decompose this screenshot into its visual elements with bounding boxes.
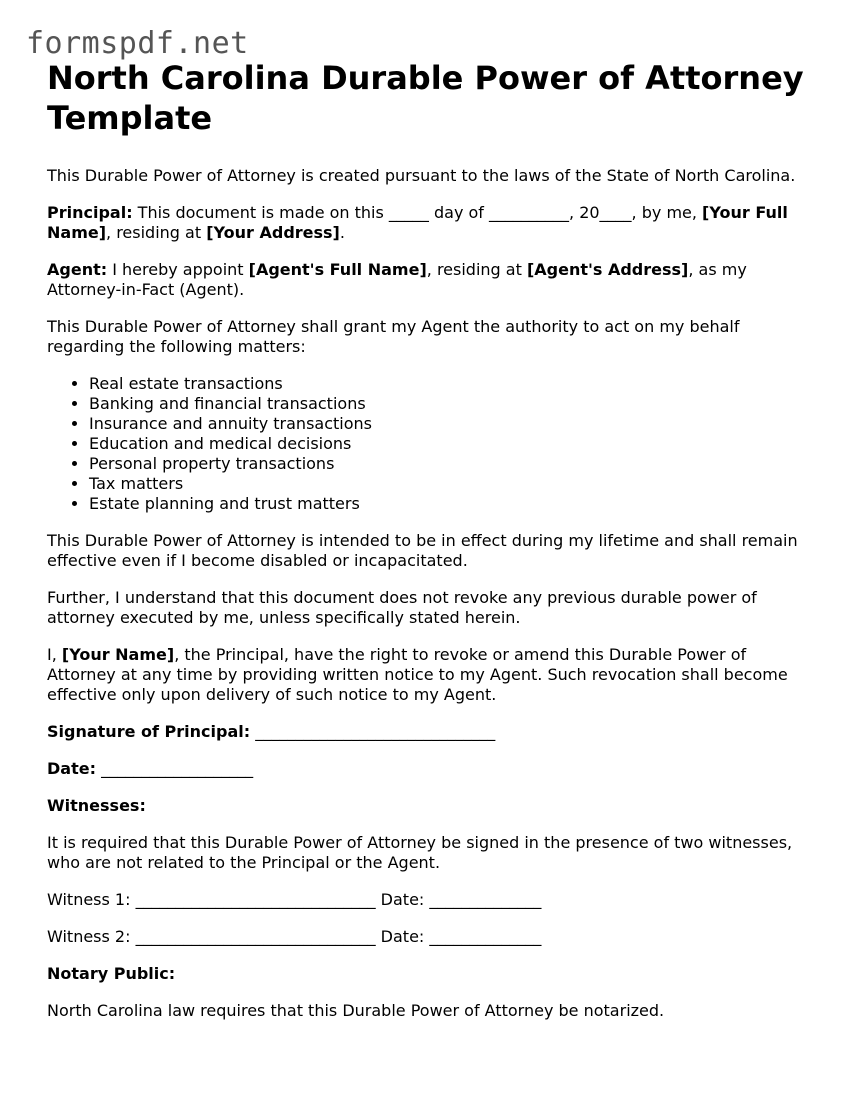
intro-paragraph: This Durable Power of Attorney is created pursuant to the laws of the State of North Carolina.: [47, 166, 796, 185]
agent-address-placeholder: [Agent's Address]: [526, 260, 689, 279]
signature-blank: ______________________________: [250, 722, 496, 741]
date-label: Date:: [47, 759, 96, 778]
list-item: • Tax matters: [89, 474, 807, 494]
date-line: [47, 759, 807, 779]
effect-paragraph: This Durable Power of Attorney is intended to be in effect during my lifetime and shall remain effective even if I become disabled or incapacitated.: [47, 531, 798, 570]
principal-text-3: .: [339, 223, 345, 242]
agent-text-2: , residing at: [426, 260, 527, 279]
principal-name-placeholder: [Your Full Name]: [47, 203, 788, 242]
watermark-text: formspdf.net: [26, 26, 249, 61]
document-page: [47, 58, 807, 1038]
agent-text-3: , as my Attorney-in-Fact (Agent).: [47, 260, 747, 299]
notary-heading-text: Notary Public:: [47, 964, 176, 983]
principal-paragraph: [47, 203, 807, 243]
notary-paragraph: North Carolina law requires that this Durable Power of Attorney be notarized.: [47, 1001, 665, 1020]
witnesses-heading: [47, 796, 807, 816]
principal-text-1: This document is made on this _____ day of __________, 20____, by me,: [132, 203, 703, 222]
witnesses-heading-text: Witnesses:: [47, 796, 146, 815]
agent-text-1: I hereby appoint: [107, 260, 249, 279]
witness-1-line: Witness 1: ______________________________ Date: ______________: [47, 890, 542, 909]
signature-label: Signature of Principal:: [47, 722, 251, 741]
signature-line: [47, 722, 807, 742]
list-item: • Education and medical decisions: [89, 434, 807, 454]
authority-intro-paragraph: This Durable Power of Attorney shall grant my Agent the authority to act on my behalf regarding the following matters:: [47, 317, 740, 356]
list-item: • Real estate transactions: [89, 374, 807, 394]
agent-label: Agent:: [47, 260, 108, 279]
document-title: North Carolina Durable Power of Attorney Template: [47, 59, 804, 137]
revocation-text-1: I,: [47, 645, 62, 664]
witness-2-line: Witness 2: ______________________________ Date: ______________: [47, 927, 542, 946]
revoke-previous-paragraph: Further, I understand that this document does not revoke any previous durable power of attorney executed by me, unless specifically stated herein.: [47, 588, 757, 627]
principal-label: Principal:: [47, 203, 133, 222]
agent-name-placeholder: [Agent's Full Name]: [248, 260, 427, 279]
list-item: • Insurance and annuity transactions: [89, 414, 807, 434]
witnesses-requirement-paragraph: It is required that this Durable Power of Attorney be signed in the presence of two witnesses, who are not related to the Principal or the Agent.: [47, 833, 793, 872]
matters-list: [47, 374, 807, 514]
revocation-paragraph: [47, 645, 807, 705]
notary-heading: [47, 964, 807, 984]
list-item: • Banking and financial transactions: [89, 394, 807, 414]
revocation-text-2: , the Principal, have the right to revoke or amend this Durable Power of Attorney at any time by providing written notice to my Agent. Such revocation shall become effective only upon delivery of such notice to my Agent.: [47, 645, 788, 704]
agent-paragraph: [47, 260, 807, 300]
principal-address-placeholder: [Your Address]: [206, 223, 340, 242]
date-blank: ___________________: [95, 759, 254, 778]
revocation-name-placeholder: [Your Name]: [61, 645, 175, 664]
list-item: • Estate planning and trust matters: [89, 494, 807, 514]
list-item: • Personal property transactions: [89, 454, 807, 474]
principal-text-2: , residing at: [106, 223, 207, 242]
